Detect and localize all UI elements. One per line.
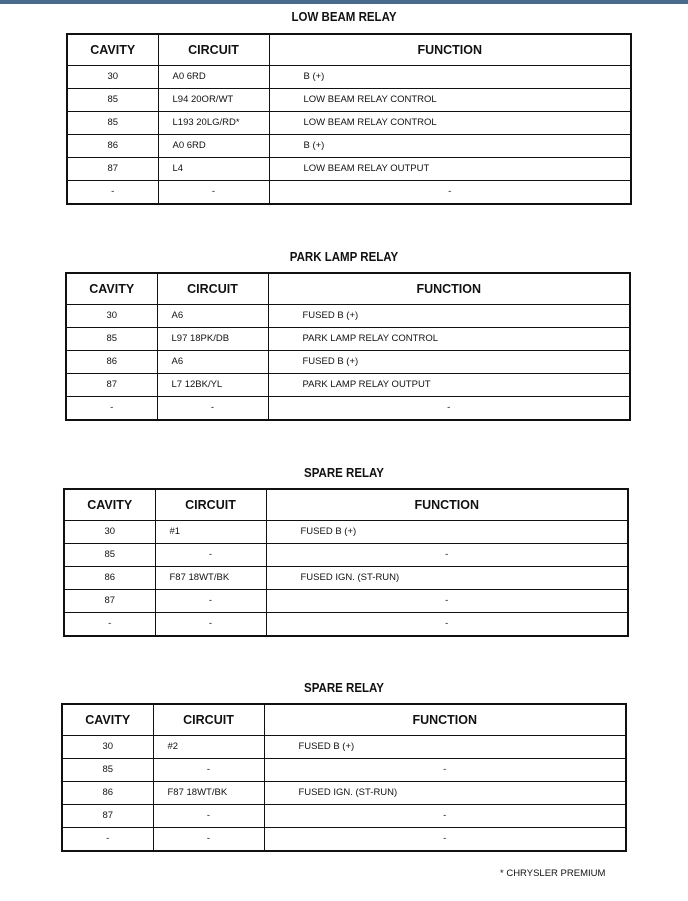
section-title-spare-relay-2: SPARE RELAY [304,681,384,695]
cavity-cell: 30 [62,736,153,759]
circuit-cell: A6 [157,351,268,374]
cavity-cell: 87 [64,590,155,613]
function-cell: B (+) [269,135,631,158]
cavity-cell: 85 [67,89,158,112]
header-function: FUNCTION [264,704,626,736]
section-title-spare-relay-1: SPARE RELAY [304,466,384,480]
table-header-row [64,489,628,521]
circuit-cell: - [153,805,264,828]
circuit-cell: #2 [153,736,264,759]
table-row [64,544,628,567]
table-row [66,328,630,351]
function-cell: LOW BEAM RELAY CONTROL [269,89,631,112]
function-cell: - [266,590,628,613]
cavity-cell: 30 [66,305,157,328]
table-row [62,782,626,805]
header-circuit: CIRCUIT [153,704,264,736]
header-cavity: CAVITY [62,704,153,736]
function-cell: - [269,181,631,205]
table-row [67,135,631,158]
circuit-cell: L97 18PK/DB [157,328,268,351]
header-function: FUNCTION [269,34,631,66]
circuit-cell: - [157,397,268,421]
cavity-cell: 86 [66,351,157,374]
function-cell: - [266,544,628,567]
table-row [64,521,628,544]
function-cell: LOW BEAM RELAY OUTPUT [269,158,631,181]
circuit-cell: L94 20OR/WT [158,89,269,112]
section-title-low-beam-relay: LOW BEAM RELAY [291,10,397,24]
cavity-cell: 86 [64,567,155,590]
table-low-beam-relay [66,33,632,205]
circuit-cell: - [155,544,266,567]
table-spare-relay-1 [63,488,629,637]
header-function: FUNCTION [268,273,630,305]
cavity-cell: 87 [66,374,157,397]
table-row [62,805,626,828]
cavity-cell: 86 [62,782,153,805]
table-row [62,736,626,759]
table-header-row [62,704,626,736]
circuit-cell: - [153,759,264,782]
cavity-cell: - [66,397,157,421]
section-title-park-lamp-relay: PARK LAMP RELAY [289,250,399,264]
table-row [64,567,628,590]
table-row [64,590,628,613]
header-circuit: CIRCUIT [158,34,269,66]
function-cell: FUSED B (+) [266,521,628,544]
footnote: * CHRYSLER PREMIUM [500,868,606,879]
table-row [67,66,631,89]
function-cell: - [264,828,626,852]
header-cavity: CAVITY [66,273,157,305]
table-header-row [67,34,631,66]
cavity-cell: 30 [67,66,158,89]
table-row [66,351,630,374]
function-cell: LOW BEAM RELAY CONTROL [269,112,631,135]
header-function: FUNCTION [266,489,628,521]
table-header-row [66,273,630,305]
circuit-cell: L193 20LG/RD* [158,112,269,135]
cavity-cell: 86 [67,135,158,158]
function-cell: FUSED B (+) [264,736,626,759]
header-cavity: CAVITY [64,489,155,521]
function-cell: - [264,759,626,782]
function-cell: - [264,805,626,828]
cavity-cell: 85 [66,328,157,351]
top-border [0,0,688,4]
circuit-cell: A0 6RD [158,66,269,89]
function-cell: PARK LAMP RELAY CONTROL [268,328,630,351]
circuit-cell: F87 18WT/BK [155,567,266,590]
circuit-cell: L7 12BK/YL [157,374,268,397]
function-cell: - [268,397,630,421]
cavity-cell: 85 [62,759,153,782]
table-spare-relay-2 [61,703,627,852]
circuit-cell: L4 [158,158,269,181]
cavity-cell: - [62,828,153,852]
function-cell: FUSED B (+) [268,305,630,328]
function-cell: B (+) [269,66,631,89]
cavity-cell: - [67,181,158,205]
circuit-cell: - [155,613,266,637]
circuit-cell: F87 18WT/BK [153,782,264,805]
circuit-cell: - [155,590,266,613]
cavity-cell: 30 [64,521,155,544]
table-row [67,158,631,181]
circuit-cell: #1 [155,521,266,544]
header-cavity: CAVITY [67,34,158,66]
circuit-cell: - [158,181,269,205]
function-cell: FUSED IGN. (ST-RUN) [264,782,626,805]
cavity-cell: 85 [64,544,155,567]
header-circuit: CIRCUIT [157,273,268,305]
cavity-cell: - [64,613,155,637]
circuit-cell: A6 [157,305,268,328]
function-cell: FUSED B (+) [268,351,630,374]
circuit-cell: - [153,828,264,852]
table-park-lamp-relay [65,272,631,421]
table-row [62,828,626,852]
function-cell: PARK LAMP RELAY OUTPUT [268,374,630,397]
function-cell: FUSED IGN. (ST-RUN) [266,567,628,590]
table-row [67,89,631,112]
cavity-cell: 87 [62,805,153,828]
cavity-cell: 85 [67,112,158,135]
table-row [67,112,631,135]
table-row [66,305,630,328]
circuit-cell: A0 6RD [158,135,269,158]
header-circuit: CIRCUIT [155,489,266,521]
table-row [62,759,626,782]
table-row [64,613,628,637]
table-row [66,374,630,397]
table-row [66,397,630,421]
function-cell: - [266,613,628,637]
table-row [67,181,631,205]
cavity-cell: 87 [67,158,158,181]
